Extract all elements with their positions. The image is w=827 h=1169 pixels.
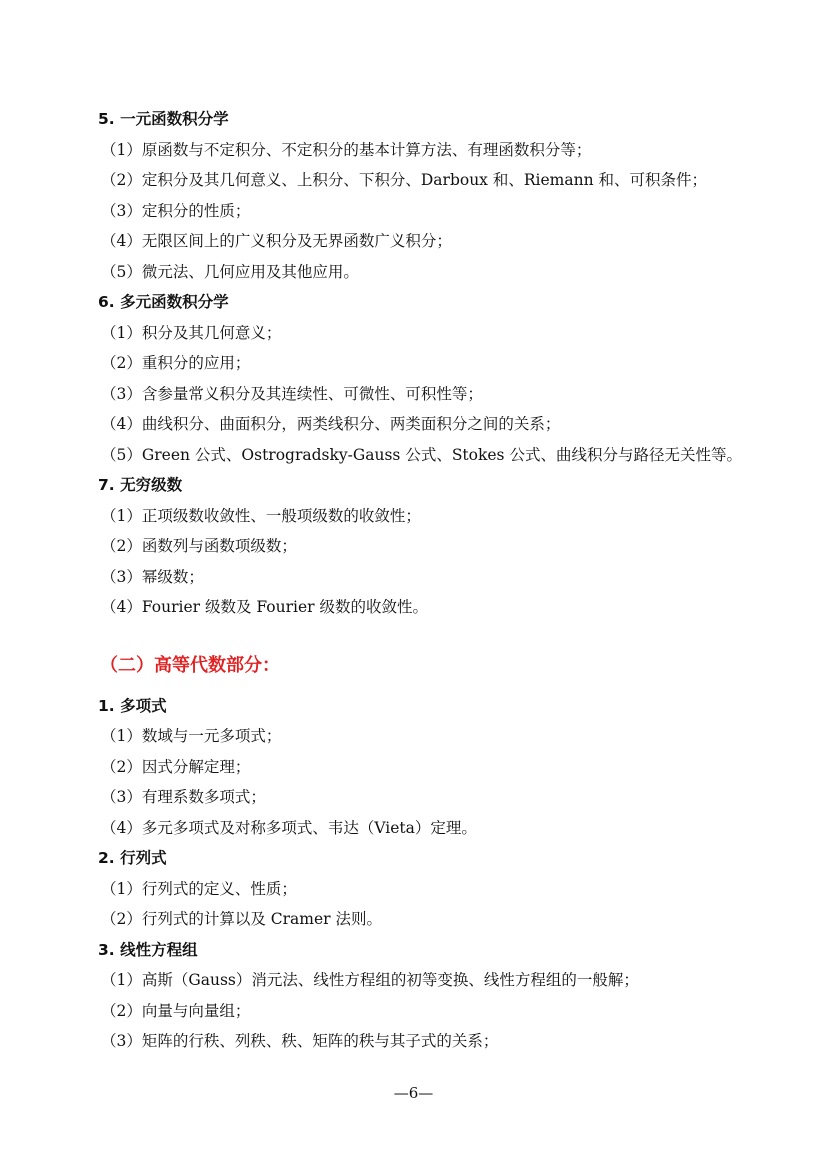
- list-item: （5）微元法、几何应用及其他应用。: [101, 262, 359, 281]
- document-body: [98, 104, 778, 1057]
- list-item: （2）因式分解定理；: [101, 757, 251, 776]
- list-item: （2）定积分及其几何意义、上积分、下积分、Darboux 和、Riemann 和、可积条件；: [101, 171, 707, 189]
- page-number: —6—: [393, 1084, 434, 1102]
- heading-determinant: 2. 行列式: [98, 849, 167, 867]
- list-item: （1）积分及其几何意义；: [101, 323, 282, 342]
- list-item: （2）行列式的计算以及 Cramer 法则。: [101, 910, 383, 928]
- section-title-algebra: （二）高等代数部分：: [100, 654, 280, 676]
- list-item: （4）无限区间上的广义积分及无界函数广义积分；: [101, 232, 452, 250]
- list-item: （5）Green 公式、Ostrogradsky-Gauss 公式、Stokes 公式、曲线积分与路径无关性等。: [101, 445, 742, 464]
- heading-integral-multi: 6. 多元函数积分学: [98, 293, 229, 311]
- list-item: （3）幂级数；: [101, 567, 204, 586]
- list-item: （4）曲线积分、曲面积分，两类线积分、两类面积分之间的关系；: [101, 415, 561, 433]
- list-item: （1）行列式的定义、性质；: [101, 879, 297, 898]
- list-item: （3）定积分的性质；: [101, 201, 251, 220]
- list-item: （1）正项级数收敛性、一般项级数的收敛性；: [101, 506, 421, 525]
- list-item: （3）矩阵的行秩、列秩、秩、矩阵的秩与其子式的关系；: [101, 1032, 499, 1050]
- heading-integral-single: 5. 一元函数积分学: [98, 110, 229, 128]
- list-item: （2）重积分的应用；: [101, 354, 251, 372]
- list-item: （1）数域与一元多项式；: [101, 727, 282, 745]
- list-item: （3）有理系数多项式；: [101, 788, 266, 806]
- list-item: （3）含参量常义积分及其连续性、可微性、可积性等；: [101, 384, 483, 403]
- list-item: （2）向量与向量组；: [101, 1001, 251, 1020]
- heading-series: 7. 无穷级数: [98, 476, 183, 494]
- heading-polynomial: 1. 多项式: [98, 696, 167, 715]
- list-item: （1）高斯（Gauss）消元法、线性方程组的初等变换、线性方程组的一般解；: [101, 971, 639, 989]
- heading-linear-equations: 3. 线性方程组: [98, 940, 198, 959]
- list-item: （1）原函数与不定积分、不定积分的基本计算方法、有理函数积分等；: [101, 140, 592, 159]
- list-item: （4）多元多项式及对称多项式、韦达（Vieta）定理。: [101, 818, 477, 837]
- list-item: （4）Fourier 级数及 Fourier 级数的收敛性。: [101, 598, 428, 616]
- list-item: （2）函数列与函数项级数；: [101, 537, 297, 555]
